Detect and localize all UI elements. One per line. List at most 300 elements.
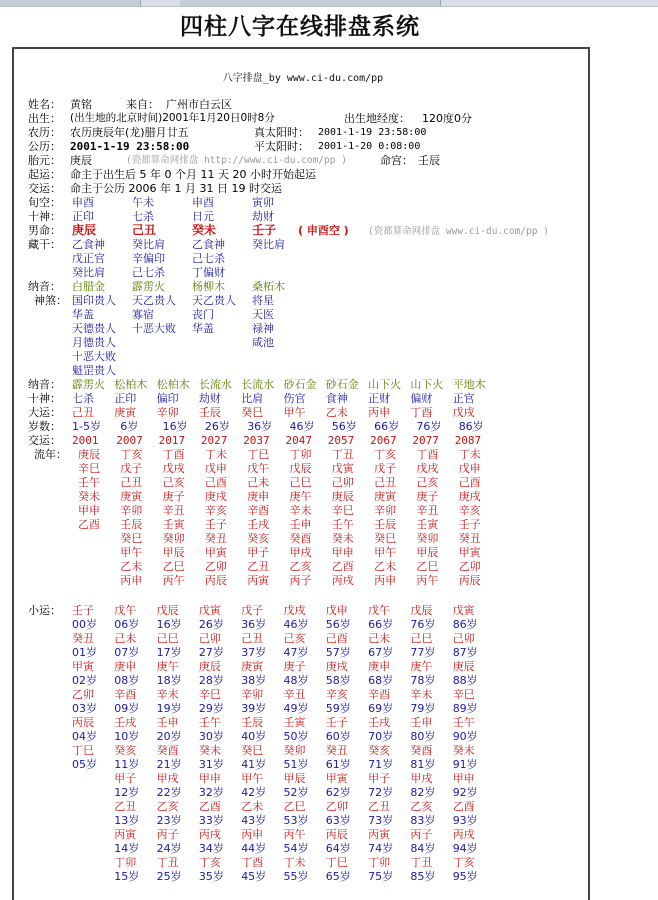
xiaoyun-ganzhi: 甲寅 [325, 772, 348, 785]
xiaoyun-age: 82岁 [410, 786, 436, 799]
xiaoyun-ganzhi: 甲戌 [156, 772, 179, 785]
liunian-value: 丙子 [289, 574, 312, 587]
liunian-value: 甲辰 [162, 546, 185, 559]
shensha-value: 将星 [252, 294, 274, 307]
liunian-value: 辛酉 [247, 504, 270, 517]
shensha-value: 华盖 [72, 308, 94, 321]
xiaoyun-age: 60岁 [325, 730, 351, 743]
xiaoyun-ganzhi: 己卯 [198, 632, 221, 645]
nayin-label: 纳音： [28, 280, 61, 293]
xiaoyun-ganzhi: 戊午 [368, 604, 391, 617]
xiaoyun-ganzhi: 乙丑 [114, 800, 137, 813]
xiaoyun-ganzhi: 戊子 [241, 604, 264, 617]
liunian-value: 戊申 [204, 462, 227, 475]
shishen-value: 七杀 [132, 210, 154, 223]
kong-note: ( 申酉空 ) [298, 224, 349, 237]
liunian-value: 甲申 [78, 504, 100, 517]
xiaoyun-age: 72岁 [368, 786, 394, 799]
xiaoyun-age: 86岁 [452, 618, 478, 631]
liunian-value: 己巳 [289, 476, 312, 489]
xiaoyun-age: 37岁 [241, 646, 267, 659]
liunian-value: 庚寅 [374, 490, 397, 503]
liunian-value: 丙午 [416, 574, 439, 587]
xiaoyun-ganzhi: 壬午 [198, 716, 221, 729]
xiaoyun-ganzhi: 壬午 [452, 716, 475, 729]
longitude-value: 120度0分 [422, 112, 472, 125]
xiaoyun-age: 54岁 [283, 842, 309, 855]
liunian-value: 乙未 [120, 560, 143, 573]
liunian-value: 庚子 [162, 490, 185, 503]
xiaoyun-ganzhi: 癸丑 [72, 632, 94, 645]
xiaoyun-ganzhi: 丙戌 [452, 828, 475, 841]
xiaoyun-age: 42岁 [241, 786, 267, 799]
liunian-value: 甲午 [120, 546, 143, 559]
shensha-value: 天医 [252, 308, 274, 321]
canggan-value: 癸比肩 [252, 238, 285, 251]
liunian-value: 戊戌 [416, 462, 439, 475]
xiaoyun-age: 76岁 [410, 618, 436, 631]
xiaoyun-age: 29岁 [198, 702, 224, 715]
xiaoyun-ganzhi: 丁巳 [325, 856, 348, 869]
shensha-value: 天德贵人 [72, 322, 116, 335]
dayun-year: 2077 [412, 434, 439, 447]
xiaoyun-age: 31岁 [198, 758, 224, 771]
liunian-value: 庚申 [247, 490, 270, 503]
xiaoyun-ganzhi: 庚申 [368, 660, 391, 673]
dayun-ganzhi: 癸巳 [241, 406, 264, 419]
lunar-value: 农历庚辰年(龙)腊月廿五 [70, 126, 189, 139]
liunian-value: 庚子 [416, 490, 439, 503]
dayun-nayin: 长流水 [241, 378, 275, 391]
xiaoyun-age: 21岁 [156, 758, 182, 771]
xiaoyun-ganzhi: 乙卯 [72, 688, 94, 701]
xiaoyun-age: 80岁 [410, 730, 436, 743]
dayun-nayin: 霹雳火 [72, 378, 105, 391]
xiaoyun-age: 09岁 [114, 702, 140, 715]
dayun-age: 66岁 [374, 420, 400, 433]
xiaoyun-age: 00岁 [72, 618, 97, 631]
dayun-age: 46岁 [289, 420, 315, 433]
dayun-ganzhi: 丁酉 [410, 406, 433, 419]
dayun-shishen-label: 十神： [28, 392, 61, 405]
true-solar-value: 2001-1-19 23:58:00 [318, 127, 427, 138]
liunian-value: 庚辰 [78, 448, 100, 461]
liunian-value: 戊午 [247, 462, 270, 475]
xiaoyun-age: 79岁 [410, 702, 436, 715]
dayun-age: 86岁 [458, 420, 484, 433]
liunian-value: 癸未 [78, 490, 100, 503]
shensha-value: 魁罡贵人 [72, 364, 116, 377]
dayun-nayin: 松柏木 [156, 378, 190, 391]
xiaoyun-ganzhi: 辛卯 [241, 688, 264, 701]
liunian-value: 壬寅 [416, 518, 439, 531]
xiaoyun-ganzhi: 乙丑 [368, 800, 391, 813]
xiaoyun-age: 75岁 [368, 870, 394, 883]
shensha-value: 华盖 [192, 322, 214, 335]
xiaoyun-ganzhi: 甲辰 [283, 772, 306, 785]
liunian-value: 辛巳 [331, 504, 354, 517]
xiaoyun-age: 92岁 [452, 786, 478, 799]
xiaoyun-age: 15岁 [114, 870, 140, 883]
xiaoyun-age: 10岁 [114, 730, 140, 743]
xiaoyun-age: 90岁 [452, 730, 478, 743]
xiaoyun-age: 71岁 [368, 758, 394, 771]
xiaoyun-age: 95岁 [452, 870, 478, 883]
xiaoyun-ganzhi: 甲申 [198, 772, 221, 785]
liunian-value: 癸巳 [374, 532, 397, 545]
xiaoyun-ganzhi: 庚寅 [241, 660, 264, 673]
xiaoyun-ganzhi: 辛丑 [283, 688, 306, 701]
dayun-year-label: 交运： [28, 434, 61, 447]
xiaoyun-label: 小运： [28, 604, 61, 617]
xiaoyun-age: 84岁 [410, 842, 436, 855]
xiaoyun-ganzhi: 戊戌 [283, 604, 306, 617]
xiaoyun-age: 11岁 [114, 758, 140, 771]
liunian-value: 庚辰 [331, 490, 354, 503]
xiaoyun-ganzhi: 己巳 [410, 632, 433, 645]
shensha-value: 天乙贵人 [132, 294, 176, 307]
xiaoyun-age: 24岁 [156, 842, 182, 855]
xiaoyun-ganzhi: 己未 [114, 632, 137, 645]
liunian-value: 庚寅 [120, 490, 143, 503]
xiaoyun-ganzhi: 壬辰 [241, 716, 264, 729]
dayun-age: 56岁 [331, 420, 357, 433]
xiaoyun-age: 30岁 [198, 730, 224, 743]
xiaoyun-age: 67岁 [368, 646, 394, 659]
liunian-value: 丁卯 [289, 448, 312, 461]
xiaoyun-age: 20岁 [156, 730, 182, 743]
xiaoyun-age: 18岁 [156, 674, 182, 687]
liunian-value: 壬午 [331, 518, 354, 531]
dayun-ganzhi: 戊戌 [452, 406, 475, 419]
nayin-value: 白腊金 [72, 280, 105, 293]
liunian-value: 戊子 [374, 462, 397, 475]
canggan-value: 乙食神 [72, 238, 105, 251]
liunian-value: 辛卯 [374, 504, 397, 517]
liunian-value: 丙申 [374, 574, 397, 587]
xiaoyun-ganzhi: 乙亥 [410, 800, 433, 813]
from-value: 广州市白云区 [166, 98, 232, 111]
dayun-age: 76岁 [416, 420, 442, 433]
xiaoyun-ganzhi: 辛未 [156, 688, 179, 701]
qiyun-label: 起运： [28, 168, 61, 181]
browser-tab[interactable] [0, 0, 141, 6]
dayun-shishen: 劫财 [198, 392, 221, 405]
xiaoyun-age: 52岁 [283, 786, 309, 799]
xiaoyun-ganzhi: 丁未 [283, 856, 306, 869]
canggan-value: 癸比肩 [132, 238, 165, 251]
shensha-value: 天乙贵人 [192, 294, 236, 307]
xiaoyun-ganzhi: 壬子 [72, 604, 94, 617]
liunian-value: 己卯 [331, 476, 354, 489]
xiaoyun-ganzhi: 庚戌 [325, 660, 348, 673]
xiaoyun-age: 81岁 [410, 758, 436, 771]
xiaoyun-age: 89岁 [452, 702, 478, 715]
xiaoyun-age: 46岁 [283, 618, 309, 631]
xiaoyun-ganzhi: 丙辰 [325, 828, 348, 841]
liunian-value: 壬午 [78, 476, 100, 489]
xiaoyun-age: 83岁 [410, 814, 436, 827]
xiaoyun-age: 05岁 [72, 758, 97, 771]
from-label: 来自： [126, 98, 159, 111]
liunian-value: 壬戌 [247, 518, 270, 531]
xiaoyun-ganzhi: 甲午 [241, 772, 264, 785]
xiaoyun-ganzhi: 丙寅 [114, 828, 137, 841]
liunian-value: 癸巳 [120, 532, 143, 545]
xiaoyun-ganzhi: 丙申 [241, 828, 264, 841]
xiaoyun-age: 56岁 [325, 618, 351, 631]
xiaoyun-ganzhi: 癸亥 [368, 744, 391, 757]
xiaoyun-ganzhi: 丁亥 [452, 856, 475, 869]
paipan-panel [12, 47, 590, 900]
dayun-nayin: 平地木 [452, 378, 486, 391]
dayun-nayin: 砂石金 [325, 378, 359, 391]
xiaoyun-age: 64岁 [325, 842, 351, 855]
dayun-ganzhi: 丙申 [368, 406, 391, 419]
liunian-value: 癸酉 [289, 532, 312, 545]
liunian-value: 甲寅 [204, 546, 227, 559]
xiaoyun-ganzhi: 戊申 [325, 604, 348, 617]
xiaoyun-ganzhi: 乙卯 [325, 800, 348, 813]
xiaoyun-ganzhi: 癸酉 [410, 744, 433, 757]
xiaoyun-age: 49岁 [283, 702, 309, 715]
xiaoyun-ganzhi: 辛未 [410, 688, 433, 701]
xiaoyun-age: 04岁 [72, 730, 97, 743]
xiaoyun-age: 32岁 [198, 786, 224, 799]
liunian-value: 乙亥 [289, 560, 312, 573]
liunian-value: 丙寅 [247, 574, 270, 587]
dayun-age: 26岁 [204, 420, 230, 433]
liunian-value: 庚戌 [204, 490, 227, 503]
xiaoyun-age: 62岁 [325, 786, 351, 799]
xiaoyun-age: 22岁 [156, 786, 182, 799]
dayun-age-label: 岁数： [28, 420, 61, 433]
xiaoyun-age: 59岁 [325, 702, 351, 715]
xiaoyun-age: 66岁 [368, 618, 394, 631]
shensha-value: 国印贵人 [72, 294, 116, 307]
dayun-ganzhi: 甲午 [283, 406, 306, 419]
liunian-value: 己亥 [416, 476, 439, 489]
liunian-value: 乙卯 [458, 560, 481, 573]
dayun-year: 2037 [243, 434, 270, 447]
xiaoyun-ganzhi: 己卯 [452, 632, 475, 645]
shensha-value: 咸池 [252, 336, 274, 349]
liunian-value: 壬寅 [162, 518, 185, 531]
xiaoyun-age: 13岁 [114, 814, 140, 827]
xunkong-value: 申酉 [72, 196, 94, 209]
dayun-ganzhi: 己丑 [72, 406, 94, 419]
birth-label: 出生： [28, 112, 61, 125]
xiaoyun-age: 44岁 [241, 842, 267, 855]
xiaoyun-ganzhi: 乙未 [241, 800, 264, 813]
dayun-year: 2067 [370, 434, 397, 447]
canggan-value: 己七杀 [132, 266, 165, 279]
longitude-label: 出生地经度： [344, 112, 410, 125]
liunian-value: 丙辰 [458, 574, 481, 587]
dayun-age: 6岁 [120, 420, 139, 433]
xiaoyun-age: 02岁 [72, 674, 97, 687]
dayun-nayin: 山下火 [368, 378, 402, 391]
shishen-value: 劫财 [252, 210, 274, 223]
xiaoyun-ganzhi: 甲戌 [410, 772, 433, 785]
xiaoyun-ganzhi: 丁丑 [156, 856, 179, 869]
liunian-value: 乙丑 [247, 560, 270, 573]
dayun-year: 2027 [200, 434, 228, 447]
xiaoyun-age: 77岁 [410, 646, 436, 659]
xiaoyun-age: 50岁 [283, 730, 309, 743]
xiaoyun-ganzhi: 辛巳 [198, 688, 221, 701]
xiaoyun-age: 43岁 [241, 814, 267, 827]
liunian-value: 甲午 [374, 546, 397, 559]
xiaoyun-ganzhi: 辛亥 [325, 688, 348, 701]
subtitle: 八字排盘_by www.ci-du.com/pp [222, 73, 384, 84]
xiaoyun-age: 53岁 [283, 814, 309, 827]
jiaoyun-value: 命主于公历 2006 年 1 月 31 日 19 时交运 [70, 182, 282, 195]
dayun-ganzhi: 庚寅 [114, 406, 137, 419]
liunian-value: 丙午 [162, 574, 185, 587]
xiaoyun-age: 47岁 [283, 646, 309, 659]
xiaoyun-age: 93岁 [452, 814, 478, 827]
xiaoyun-ganzhi: 己丑 [241, 632, 264, 645]
xiaoyun-ganzhi: 丙辰 [72, 716, 94, 729]
xiaoyun-ganzhi: 戊辰 [156, 604, 179, 617]
xiaoyun-ganzhi: 辛巳 [452, 688, 475, 701]
xiaoyun-age: 45岁 [241, 870, 267, 883]
liunian-value: 丁亥 [374, 448, 397, 461]
dayun-shishen: 偏印 [156, 392, 179, 405]
xiaoyun-ganzhi: 乙酉 [198, 800, 221, 813]
xiaoyun-ganzhi: 戊午 [114, 604, 137, 617]
xiaoyun-age: 28岁 [198, 674, 224, 687]
xiaoyun-ganzhi: 丁丑 [410, 856, 433, 869]
dayun-shishen: 食神 [325, 392, 348, 405]
shensha-value: 十恶大败 [132, 322, 176, 335]
jiaoyun-label: 交运： [28, 182, 61, 195]
xiaoyun-ganzhi: 癸丑 [325, 744, 348, 757]
dayun-age: 16岁 [162, 420, 188, 433]
xiaoyun-age: 69岁 [368, 702, 394, 715]
shensha-value: 禄神 [252, 322, 274, 335]
dayun-ganzhi: 乙未 [325, 406, 348, 419]
liunian-value: 甲寅 [458, 546, 481, 559]
xiaoyun-ganzhi: 壬戌 [114, 716, 137, 729]
taiyuan-value: 庚辰 [70, 154, 92, 167]
dayun-shishen: 比肩 [241, 392, 264, 405]
xiaoyun-age: 01岁 [72, 646, 97, 659]
shensha-label: 神煞： [34, 294, 67, 307]
dayun-nayin: 长流水 [198, 378, 232, 391]
shensha-value: 月德贵人 [72, 336, 116, 349]
liunian-value: 丁丑 [331, 448, 354, 461]
xiaoyun-ganzhi: 庚辰 [452, 660, 475, 673]
xiaoyun-age: 33岁 [198, 814, 224, 827]
pillar-ganzhi: 癸未 [192, 223, 217, 237]
liunian-value: 辛亥 [204, 504, 227, 517]
xiaoyun-age: 06岁 [114, 618, 140, 631]
dayun-shishen: 偏财 [410, 392, 433, 405]
xiaoyun-age: 48岁 [283, 674, 309, 687]
canggan-value: 戊正官 [72, 252, 105, 265]
dayun-age: 1-5岁 [72, 420, 101, 433]
xiaoyun-age: 23岁 [156, 814, 182, 827]
xiaoyun-ganzhi: 丙戌 [198, 828, 221, 841]
canggan-value: 癸比肩 [72, 266, 105, 279]
canggan-value: 乙食神 [192, 238, 225, 251]
xiaoyun-ganzhi: 庚午 [410, 660, 433, 673]
shishen-label: 十神： [28, 210, 61, 223]
watermark-text: (瓷都算命网排盘 http://www.ci-du.com/pp ) [126, 155, 347, 166]
liunian-value: 甲辰 [416, 546, 439, 559]
liunian-value: 壬辰 [120, 518, 143, 531]
xunkong-value: 申酉 [192, 196, 214, 209]
liunian-value: 壬辰 [374, 518, 397, 531]
mean-solar-label: 平太阳时： [254, 140, 309, 153]
shensha-value: 十恶大败 [72, 350, 116, 363]
liunian-value: 辛卯 [120, 504, 143, 517]
birth-value: (出生地的北京时间)2001年1月20日0时8分 [70, 112, 275, 124]
watermark-text: (瓷都算命网排盘 www.ci-du.com/pp ) [368, 226, 549, 237]
xiaoyun-ganzhi: 甲子 [368, 772, 391, 785]
xiaoyun-age: 91岁 [452, 758, 478, 771]
liunian-value: 辛丑 [162, 504, 185, 517]
page-title: 四柱八字在线排盘系统 [180, 14, 420, 40]
xiaoyun-age: 73岁 [368, 814, 394, 827]
xiaoyun-ganzhi: 壬申 [410, 716, 433, 729]
name-value: 黄铭 [70, 98, 92, 111]
xunkong-value: 午未 [132, 196, 154, 209]
xiaoyun-ganzhi: 丙寅 [368, 828, 391, 841]
xiaoyun-ganzhi: 庚申 [114, 660, 137, 673]
xiaoyun-age: 12岁 [114, 786, 140, 799]
liunian-value: 乙酉 [78, 518, 100, 531]
qiyun-value: 命主于出生后 5 年 0 个月 11 天 20 小时开始起运 [70, 168, 316, 181]
liunian-value: 癸丑 [458, 532, 481, 545]
dayun-year: 2001 [72, 434, 99, 447]
liunian-value: 壬子 [204, 518, 227, 531]
xiaoyun-ganzhi: 壬申 [156, 716, 179, 729]
xiaoyun-age: 51岁 [283, 758, 309, 771]
liunian-value: 癸卯 [162, 532, 185, 545]
minggong-value: 壬辰 [418, 154, 440, 167]
xiaoyun-ganzhi: 壬寅 [283, 716, 306, 729]
xiaoyun-ganzhi: 辛酉 [368, 688, 391, 701]
xiaoyun-age: 70岁 [368, 730, 394, 743]
xiaoyun-age: 07岁 [114, 646, 140, 659]
xiaoyun-age: 61岁 [325, 758, 351, 771]
xiaoyun-age: 74岁 [368, 842, 394, 855]
liunian-value: 壬申 [289, 518, 312, 531]
liunian-value: 乙卯 [204, 560, 227, 573]
canggan-value: 己七杀 [192, 252, 225, 265]
xiaoyun-age: 63岁 [325, 814, 351, 827]
xiaoyun-ganzhi: 癸亥 [114, 744, 137, 757]
xiaoyun-ganzhi: 甲申 [452, 772, 475, 785]
liunian-value: 甲子 [247, 546, 270, 559]
dayun-year: 2087 [454, 434, 482, 447]
liunian-value: 癸亥 [247, 532, 270, 545]
dayun-shishen: 正财 [368, 392, 391, 405]
xiaoyun-ganzhi: 己亥 [283, 632, 306, 645]
xiaoyun-age: 26岁 [198, 618, 224, 631]
dayun-year: 2047 [285, 434, 312, 447]
xiaoyun-ganzhi: 庚子 [283, 660, 306, 673]
liunian-value: 丁巳 [247, 448, 270, 461]
liunian-value: 丁亥 [120, 448, 143, 461]
xiaoyun-ganzhi: 癸卯 [283, 744, 306, 757]
browser-tab[interactable] [180, 0, 441, 6]
liunian-value: 戊申 [458, 462, 481, 475]
pillar-ganzhi: 壬子 [252, 223, 277, 237]
